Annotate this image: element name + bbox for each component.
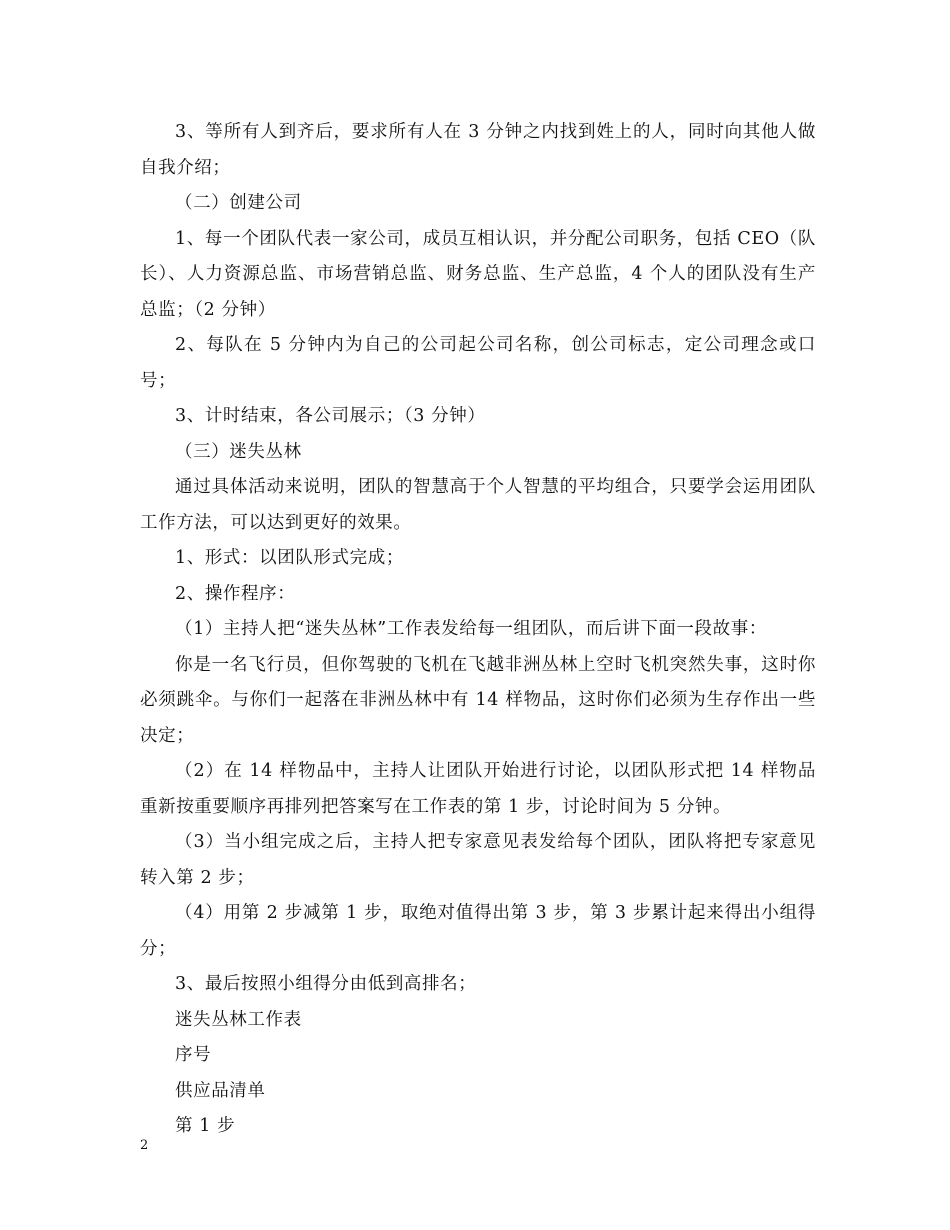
paragraph-5: 3、计时结束，各公司展示；（3 分钟） [175, 406, 486, 426]
paragraph-4: 2、每队在 5 分钟内为自己的公司起公司名称，创公司标志，定公司理念或口号； [140, 335, 816, 391]
paragraph-1: 3、等所有人到齐后，要求所有人在 3 分钟之内找到姓上的人，同时向其他人做自我介绍； [140, 122, 816, 178]
paragraph-13: （3）当小组完成之后，主持人把专家意见表发给每个团队，团队将把专家意见转入第 2 步； [140, 832, 816, 888]
paragraph-12: （2）在 14 样物品中，主持人让团队开始进行讨论，以团队形式把 14 样物品重新按重要顺序再排列把答案写在工作表的第 1 步，讨论时间为 5 分钟。 [140, 761, 816, 817]
paragraph-3: 1、每一个团队代表一家公司，成员互相认识，并分配公司职务，包括 CEO（队长）、人力资源总监、市场营销总监、财务总监、生产总监，4 个人的团队没有生产总监；（2 分钟） [140, 228, 816, 320]
paragraph-11: 你是一名飞行员，但你驾驶的飞机在飞越非洲丛林上空时飞机突然失事，这时你必须跳伞。与你们一起落在非洲丛林中有 14 样物品，这时你们必须为生存作出一些决定； [140, 654, 816, 746]
paragraph-10: （1）主持人把“迷失丛林”工作表发给每一组团队，而后讲下面一段故事： [175, 619, 767, 639]
paragraph-15: 3、最后按照小组得分由低到高排名； [175, 974, 477, 994]
page-number: 2 [140, 1138, 149, 1153]
worksheet-column-supplies: 供应品清单 [175, 1080, 266, 1101]
section-heading-lost-jungle: （三）迷失丛林 [175, 441, 302, 462]
paragraph-9: 2、操作程序： [175, 583, 296, 604]
paragraph-7: 通过具体活动来说明，团队的智慧高于个人智慧的平均组合，只要学会运用团队工作方法，可以达到更好的效果。 [140, 477, 816, 533]
worksheet-title: 迷失丛林工作表 [175, 1009, 302, 1030]
worksheet-column-step-1: 第 1 步 [175, 1116, 236, 1136]
document-body [140, 115, 816, 1145]
worksheet-column-number: 序号 [175, 1045, 212, 1065]
paragraph-14: （4）用第 2 步减第 1 步，取绝对值得出第 3 步，第 3 步累计起来得出小组得分； [140, 903, 816, 959]
section-heading-create-company: （二）创建公司 [175, 193, 302, 213]
paragraph-8: 1、形式：以团队形式完成； [175, 548, 404, 568]
